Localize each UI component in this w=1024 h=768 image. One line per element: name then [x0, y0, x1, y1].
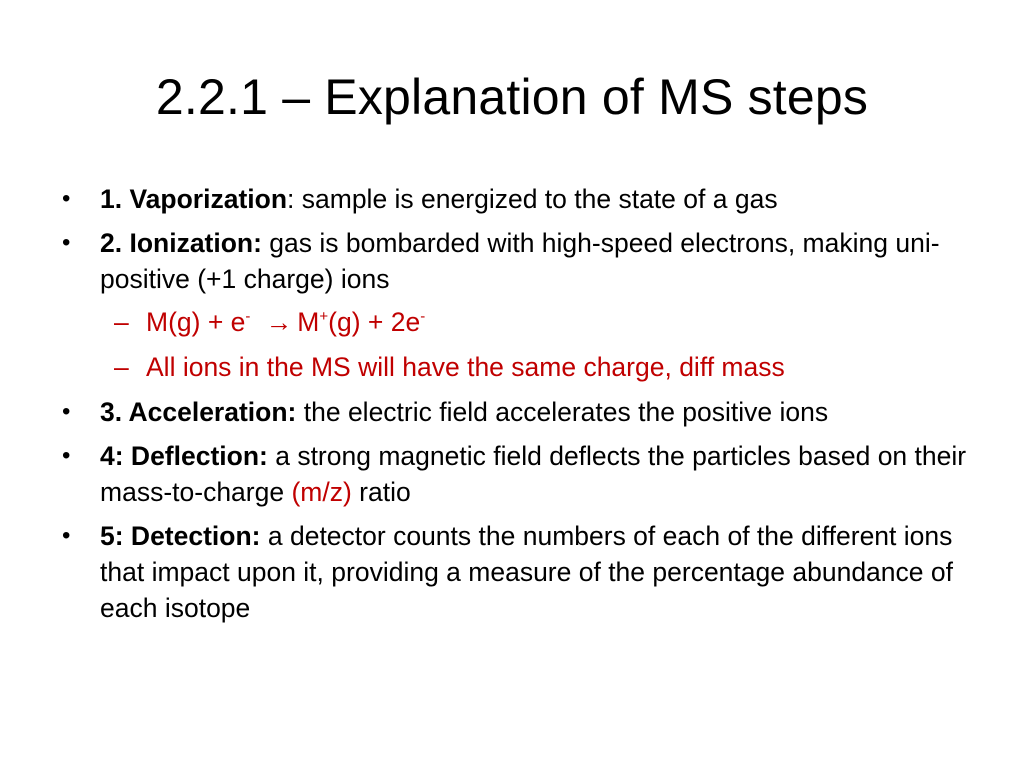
step-acceleration — [60, 394, 980, 430]
equation-rhs-ion: M — [297, 307, 320, 337]
step-label: 4: Deflection: — [100, 441, 268, 471]
bullet-icon: • — [62, 442, 71, 469]
steps-list — [60, 181, 980, 634]
dash-bullet-icon: – — [114, 307, 129, 337]
step-label: 1. Vaporization — [100, 184, 288, 214]
electron-charge-superscript-2: - — [420, 308, 426, 326]
bullet-icon: • — [62, 229, 71, 256]
step-label: 5: Detection: — [100, 521, 261, 551]
step-separator: : — [287, 184, 295, 214]
step-text-after: ratio — [351, 477, 411, 507]
equation-lhs: M(g) + e — [146, 307, 246, 337]
bullet-icon: • — [62, 185, 71, 212]
bullet-icon: • — [62, 398, 71, 425]
electron-charge-superscript: - — [245, 308, 251, 326]
step-ionization — [60, 225, 980, 385]
equation-rhs-tail: (g) + 2e — [328, 307, 421, 337]
step-text: gas is bombarded with high-speed electrons, making uni-positive (+1 charge) ions — [100, 228, 940, 294]
slide-title: 2.2.1 – Explanation of MS steps — [155, 69, 869, 125]
ionization-subpoints — [100, 304, 980, 385]
step-deflection — [60, 438, 980, 510]
right-arrow-icon: → — [265, 307, 293, 337]
step-text: a detector counts the numbers of each of the different ions that impact upon it, providing a measure of the percentage abundance of each isotope — [100, 521, 953, 623]
step-text: sample is energized to the state of a gas — [294, 184, 778, 214]
step-label: 2. Ionization: — [100, 228, 262, 258]
step-vaporization — [60, 181, 980, 217]
ion-charge-superscript: + — [319, 308, 329, 326]
bullet-icon: • — [62, 522, 71, 549]
step-text: a strong magnetic field deflects the particles based on their mass-to-charge — [100, 441, 967, 507]
dash-bullet-icon: – — [114, 352, 129, 382]
ionization-equation — [100, 304, 980, 340]
step-detection — [60, 518, 980, 626]
ionization-note — [100, 349, 980, 385]
mz-highlight: (m/z) — [291, 477, 352, 507]
note-text: All ions in the MS will have the same charge, diff mass — [146, 352, 785, 382]
step-label: 3. Acceleration: — [100, 397, 297, 427]
step-text: the electric field accelerates the positive ions — [296, 397, 829, 427]
